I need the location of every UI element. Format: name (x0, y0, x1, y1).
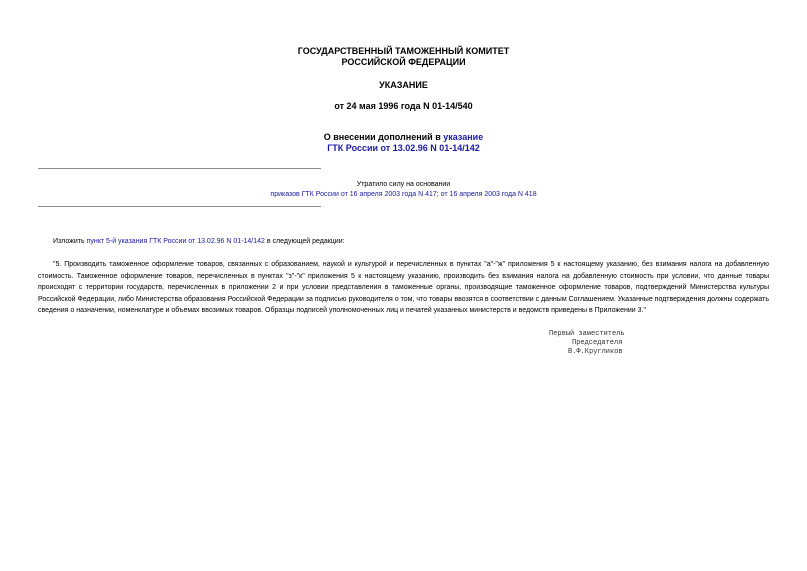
intro-suffix: в следующей редакции: (264, 238, 345, 245)
subject-prefix: О внесении дополнений в (323, 132, 444, 142)
intro-paragraph (38, 236, 769, 248)
document-subject-line2 (0, 143, 807, 153)
status-links (0, 190, 807, 199)
agency-name-line2: РОССИЙСКОЙ ФЕДЕРАЦИИ (341, 57, 466, 67)
status-note: Утратило силу на основании (356, 181, 451, 188)
signature-name: В.Ф.Кругликов (568, 348, 623, 356)
subject-link-ukazanie[interactable]: указание (443, 132, 484, 142)
document-date-number: от 24 мая 1996 года N 01-14/540 (334, 101, 473, 111)
document-type: УКАЗАНИЕ (379, 80, 428, 90)
status-separator: ; (436, 191, 441, 198)
intro-prefix: Изложить (53, 238, 87, 245)
main-paragraph: "5. Производить таможенное оформление товаров, связанных с образованием, наукой и культурой и перечисленных в пунктах "а"-"ж" приложения 5 к настоящему указанию, без взимания налога на добавленную стоимость. Таможенное оформление товаров, перечисленных в пунктах "з"-"к" приложения 5 к настоящему указанию, производить без взимания налога на добавленную стоимость при условии, что данные товары происходят с территории государств, перечисленных в приложении 2 и при условии представления в таможенные органы, производящие таможенное оформление товаров, подтверждений Министерства культуры Российской Федерации, либо Министерства образования Российской Федерации за подписью руководителя о том, что товары ввозятся в соответствии с данным Соглашением. Указанные подтверждения должны содержать сведения о назначении, номенклатуре и объемах ввозимых товаров. Образцы подписей уполномоченных лиц и печатей указанных министерств и ведомств приведены в Приложении 3." (38, 261, 769, 315)
signature-position: Первый заместитель (549, 330, 625, 338)
bottom-divider (38, 206, 321, 207)
top-divider (38, 168, 321, 169)
signature-title: Председателя (572, 339, 623, 347)
subject-link-order[interactable]: ГТК России от 13.02.96 N 01-14/142 (327, 143, 480, 153)
status-link-order-418[interactable]: от 16 апреля 2003 года N 418 (440, 191, 537, 198)
intro-link-point5[interactable]: пункт 5-й указания ГТК России от 13.02.96 N 01-14/142 (86, 238, 265, 245)
status-link-order-417[interactable]: приказов ГТК России от 16 апреля 2003 года N 417 (270, 191, 437, 198)
document-subject-line1 (0, 132, 807, 142)
agency-name-line1: ГОСУДАРСТВЕННЫЙ ТАМОЖЕННЫЙ КОМИТЕТ (297, 46, 510, 56)
